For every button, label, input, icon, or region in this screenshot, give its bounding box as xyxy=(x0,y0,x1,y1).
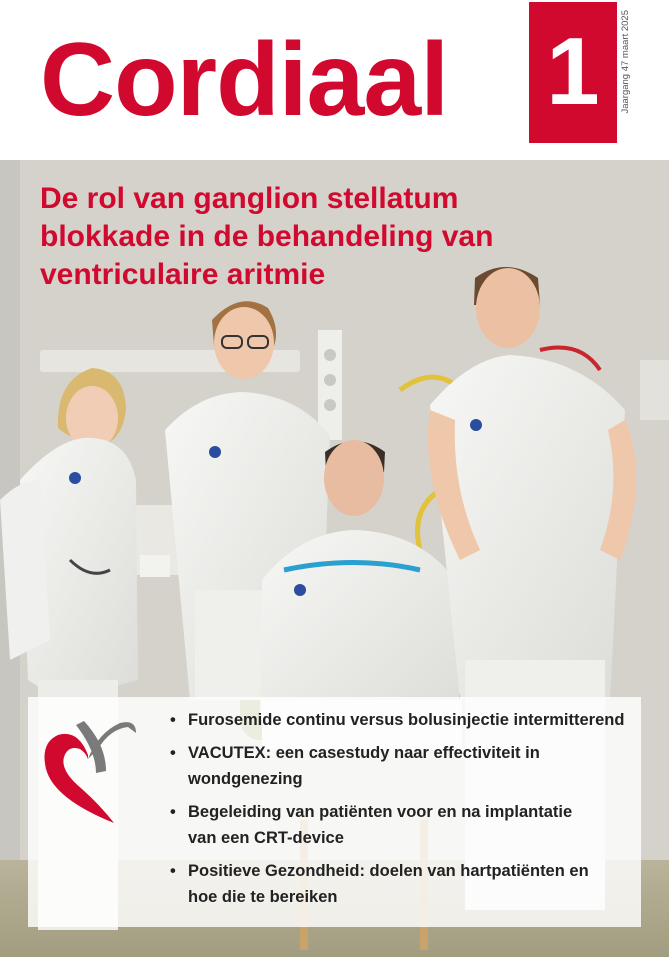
cordiaal-heart-logo-icon xyxy=(40,715,140,825)
teaser-line: van een CRT-device xyxy=(188,829,344,847)
teaser-line: hoe die te bereiken xyxy=(188,888,338,906)
teaser-line: Positieve Gezondheid: doelen van hartpatiënten en xyxy=(188,862,589,880)
bullet: • xyxy=(170,803,176,821)
bullet: • xyxy=(170,744,176,762)
teaser-item[interactable] xyxy=(168,707,633,733)
headline-line: blokkade in de behandeling van xyxy=(40,220,494,253)
masthead xyxy=(0,0,669,160)
volume-line-wrapper xyxy=(620,10,634,145)
issue-number: 1 xyxy=(546,18,600,125)
magazine-title: Cordiaal xyxy=(40,22,449,138)
bullet: • xyxy=(170,862,176,880)
teaser-line: wondgenezing xyxy=(188,770,303,788)
teaser-item[interactable] xyxy=(168,799,633,851)
teaser-list xyxy=(168,707,633,917)
teaser-item[interactable] xyxy=(168,740,633,792)
wall-sign xyxy=(640,360,669,420)
bullet: • xyxy=(170,711,176,729)
teaser-line: Begeleiding van patiënten voor en na implantatie xyxy=(188,803,573,821)
teaser-item[interactable] xyxy=(168,858,633,910)
volume-line: Jaargang 47 maart 2025 xyxy=(620,10,631,114)
teaser-line: VACUTEX: een casestudy naar effectiviteit in xyxy=(188,744,540,762)
teaser-box xyxy=(28,697,641,927)
headline-line: De rol van ganglion stellatum xyxy=(40,182,459,215)
teaser-line: Furosemide continu versus bolusinjectie intermitterend xyxy=(188,711,625,729)
headline-line: ventriculaire aritmie xyxy=(40,258,326,291)
cover-headline xyxy=(40,180,600,294)
issue-badge xyxy=(529,2,617,143)
